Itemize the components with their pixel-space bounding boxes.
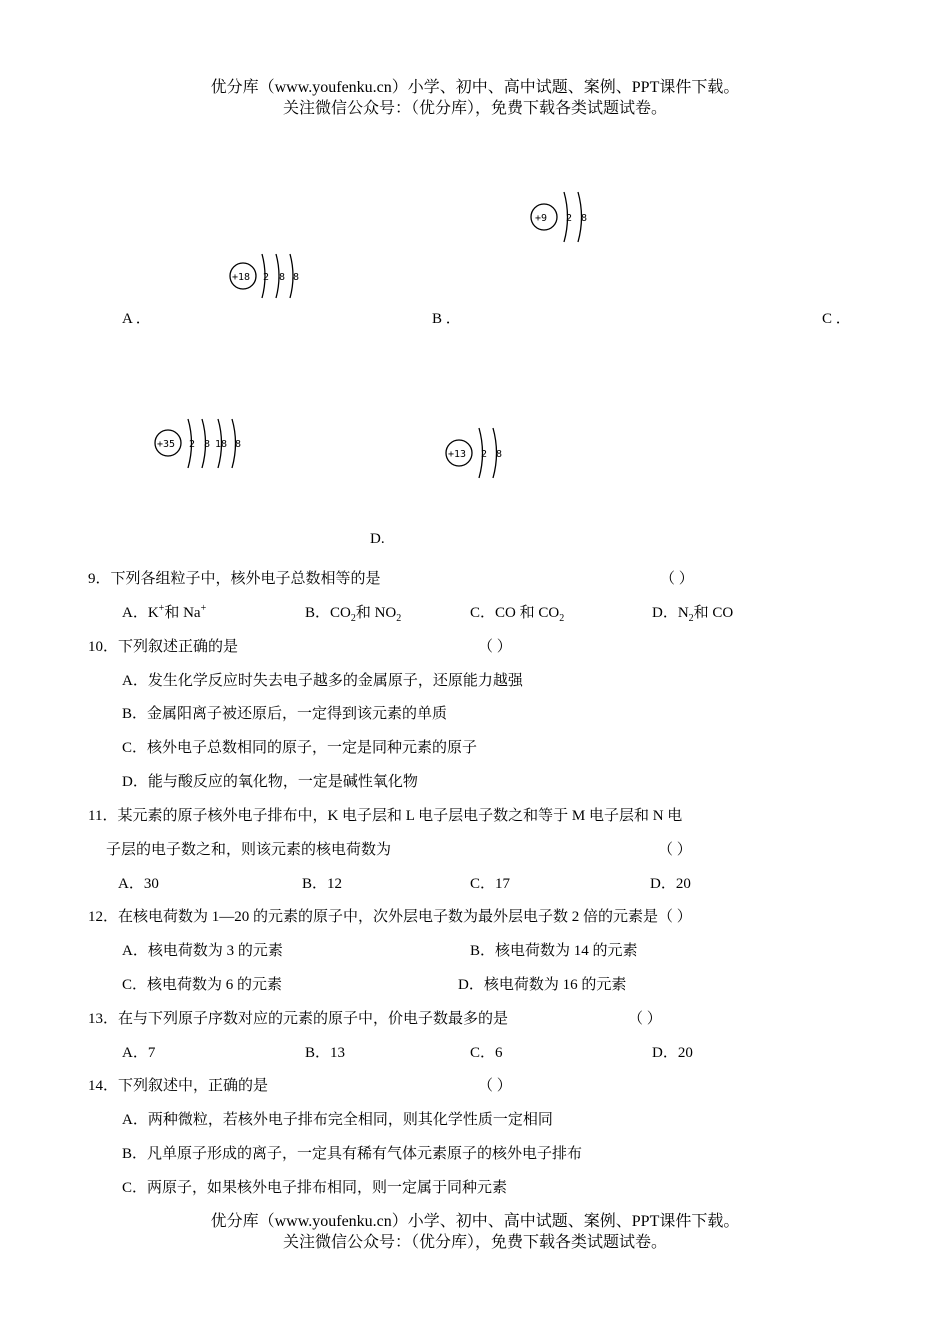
q11-stem-line-1: 11．某元素的原子核外电子排布中，K 电子层和 L 电子层电子数之和等于 M 电子层和 N 电 [88,808,683,824]
shell-count: 2 [189,439,196,450]
option-label-b: B ． [432,311,461,327]
shell-count: 8 [279,272,286,283]
atom-diagram-b [528,188,598,244]
q14-stem: 14．下列叙述中，正确的是 [88,1078,269,1094]
shell-count: 2 [566,213,573,224]
shell-count: 2 [263,272,270,283]
nucleus-charge: +35 [157,439,176,450]
q9-option-a: A．K+和 Na+ [122,603,207,621]
shell-count: 8 [496,449,503,460]
q10-option-d: D．能与酸反应的氧化物，一定是碱性氧化物 [122,774,418,790]
atom-diagram-c [152,416,252,472]
footer-line-2: 关注微信公众号：（优分库），免费下载各类试题试卷。 [282,1234,667,1251]
q13-stem: 13．在与下列原子序数对应的元素的原子中，价电子数最多的是 [88,1011,509,1027]
option-label-c: C ． [822,311,851,327]
q13-option-c: C．6 [470,1045,503,1061]
shell-count: 8 [581,213,588,224]
q11-option-a: A．30 [118,876,159,892]
atom-diagram-a [228,248,308,304]
nucleus-charge: +13 [448,449,467,460]
q14-answer-paren: （ ） [478,1078,512,1094]
q14-option-b: B．凡单原子形成的离子，一定具有稀有气体元素原子的核外电子排布 [122,1146,583,1162]
shell-count: 18 [215,439,228,450]
q13-answer-paren: （ ） [628,1011,662,1027]
q9-option-b: B．$CO_2$和 $NO_2$ [305,605,402,624]
header-line-2: 关注微信公众号：（优分库），免费下载各类试题试卷。 [282,100,667,117]
header-line-1: 优分库（www.youfenku.cn）小学、初中、高中试题、案例、PPT课件下载。 [210,79,740,96]
q12-option-b: B．核电荷数为 14 的元素 [470,943,638,959]
q11-option-c: C．17 [470,876,511,892]
q13-option-d: D．20 [652,1045,693,1061]
q13-option-b: B．13 [305,1045,346,1061]
q13-option-a: A．7 [122,1045,156,1061]
option-label-a: A ． [122,311,151,327]
q12-option-c: C．核电荷数为 6 的元素 [122,977,283,993]
q12-option-d: D．核电荷数为 16 的元素 [458,977,627,993]
nucleus-charge: +18 [232,272,251,283]
q9-option-c: C．CO 和 $CO_2$ [470,605,565,624]
q10-stem: 10．下列叙述正确的是 [88,639,239,655]
shell-count: 8 [204,439,211,450]
q12-stem: 12．在核电荷数为 1—20 的元素的原子中，次外层电子数为最外层电子数 2 倍的元素是（ ） [88,909,692,925]
q10-option-c: C．核外电子总数相同的原子，一定是同种元素的原子 [122,740,478,756]
q9-answer-paren: （ ） [660,571,694,587]
q11-answer-paren: （ ） [658,842,692,858]
option-label-d: D. [370,531,385,547]
q10-option-b: B．金属阳离子被还原后，一定得到该元素的单质 [122,706,448,722]
shell-count: 2 [481,449,488,460]
q9-stem: 9．下列各组粒子中，核外电子总数相等的是 [88,571,381,587]
footer-line-1: 优分库（www.youfenku.cn）小学、初中、高中试题、案例、PPT课件下载。 [210,1213,740,1230]
q12-option-a: A．核电荷数为 3 的元素 [122,943,283,959]
q11-stem-line-2: 子层的电子数之和，则该元素的核电荷数为 [106,842,392,858]
shell-count: 8 [293,272,300,283]
q11-option-b: B．12 [302,876,343,892]
q9-option-d: D．$N_2$和 CO [652,605,734,624]
shell-count: 8 [235,439,242,450]
q10-answer-paren: （ ） [478,639,512,655]
q14-option-c: C．两原子，如果核外电子排布相同，则一定属于同种元素 [122,1180,508,1196]
q14-option-a: A．两种微粒，若核外电子排布完全相同，则其化学性质一定相同 [122,1112,553,1128]
atom-diagram-d [443,424,513,480]
q10-option-a: A．发生化学反应时失去电子越多的金属原子，还原能力越强 [122,673,523,689]
q11-option-d: D．20 [650,876,691,892]
nucleus-charge: +9 [535,213,548,224]
